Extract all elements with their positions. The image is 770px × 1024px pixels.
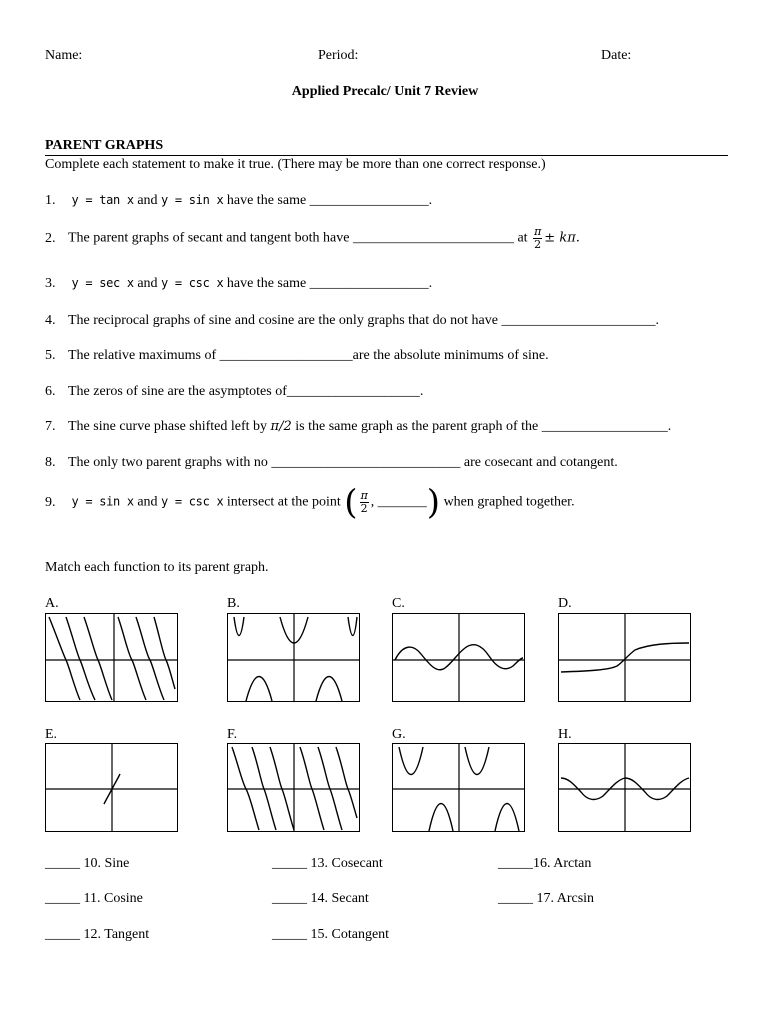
question-6: 6. The zeros of sine are the asymptotes of___________________. [45,384,424,399]
graph-a-cotangent [45,613,178,702]
section-divider [45,155,728,156]
question-7: 7. The sine curve phase shifted left by π/2 is the same graph as the parent graph of the __________________. [45,419,672,434]
graph-label-c: C. [392,596,405,611]
graph-f-plot [228,744,359,831]
graph-h-cosine [558,743,691,832]
graph-label-h: H. [558,727,572,742]
question-9: 9. y = sin x and y = csc x intersect at the point ( $\frac{\pi}{2}$ , _______) when graphed together. [45,482,575,523]
question-4: 4. The reciprocal graphs of sine and cosine are the only graphs that do not have ______________________. [45,313,659,328]
graph-b-plot [228,614,359,701]
period-label: Period: [318,48,359,63]
graph-label-a: A. [45,596,59,611]
graph-label-b: B. [227,596,240,611]
match-item-15: _____ 15. Cotangent [272,927,390,942]
pi-over-2-fraction: $\frac{\pi}{2}$ [360,489,368,515]
match-item-17: _____ 17. Arcsin [498,891,595,906]
question-2: 2. The parent graphs of secant and tangent both have _______________________ at $\frac{\pi}{2}$ ± kπ. [45,225,580,251]
question-3: 3. y = sec x and y = csc x have the same _________________. [45,276,433,291]
graph-label-f: F. [227,727,238,742]
match-item-14: _____ 14. Secant [272,891,369,906]
pi-over-2-fraction: $\frac{\pi}{2}$ [534,225,542,251]
graph-label-g: G. [392,727,406,742]
graph-c-sine [392,613,525,702]
match-item-16: _____16. Arctan [498,856,592,871]
question-1: 1. y = tan x and y = sin x have the same _________________. [45,193,433,208]
graph-d-arctan [558,613,691,702]
graph-e-arcsin [45,743,178,832]
graph-g-cosecant [392,743,525,832]
graph-f-tangent [227,743,360,832]
graph-c-plot [393,614,524,701]
graph-d-plot [559,614,690,701]
match-item-10: _____ 10. Sine [45,856,130,871]
document-title: Applied Precalc/ Unit 7 Review [291,84,479,99]
graph-b-secant [227,613,360,702]
instructions: Complete each statement to make it true. (There may be more than one correct response.) [45,157,546,172]
match-instructions: Match each function to its parent graph. [45,560,269,575]
name-label: Name: [45,48,83,63]
graph-a-plot [46,614,177,701]
date-label: Date: [601,48,632,63]
match-item-11: _____ 11. Cosine [45,891,143,906]
graph-h-plot [559,744,690,831]
match-item-12: _____ 12. Tangent [45,927,150,942]
graph-g-plot [393,744,524,831]
graph-label-e: E. [45,727,58,742]
section-title: PARENT GRAPHS [45,138,164,153]
question-8: 8. The only two parent graphs with no ___________________________ are cosecant and cotangent. [45,455,618,470]
match-item-13: _____ 13. Cosecant [272,856,383,871]
question-5: 5. The relative maximums of ___________________are the absolute minimums of sine. [45,348,549,363]
graph-label-d: D. [558,596,572,611]
graph-e-plot [46,744,177,831]
